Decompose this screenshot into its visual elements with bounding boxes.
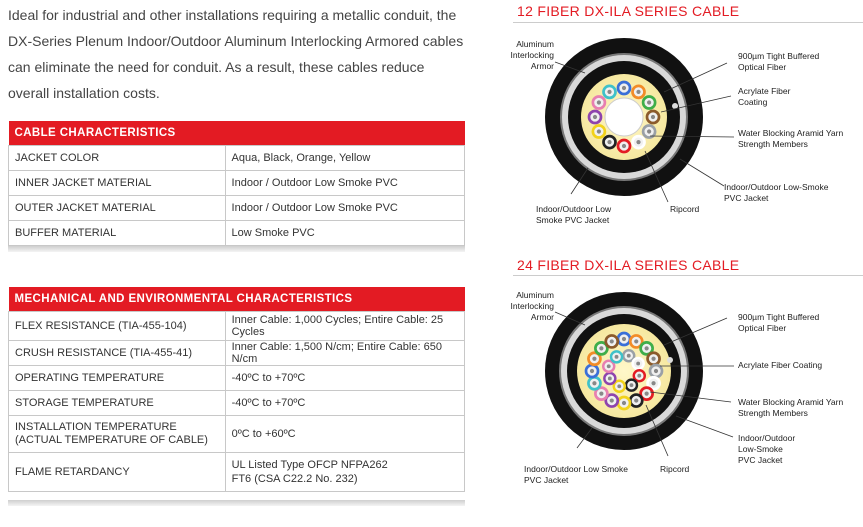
fiber-core [592,357,596,361]
fiber-core [607,364,611,368]
row-value: Inner Cable: 1,000 Cycles; Entire Cable: 25 Cycles [225,312,464,341]
fiber-core [622,86,626,90]
fiber-core [654,369,658,373]
table-title: MECHANICAL AND ENVIRONMENTAL CHARACTERISTICS [9,287,465,312]
fiber-core [599,392,603,396]
fiber-core [597,100,601,104]
label-ripcord-12: Ripcord [670,204,700,214]
fiber-core [627,354,631,358]
fiber-core [590,369,594,373]
fiber-core [607,90,611,94]
label-outer-jacket-24: Indoor/Outdoor Low-Smoke PVC Jacket [738,433,796,465]
fiber-core [647,129,651,133]
row-value: Low Smoke PVC [225,221,464,246]
row-label: CRUSH RESISTANCE (TIA-455-41) [9,341,226,366]
fiber-core [593,115,597,119]
row-value: UL Listed Type OFCP NFPA262 [231,459,388,471]
label-ripcord-24: Ripcord [660,464,690,474]
row-label: OUTER JACKET MATERIAL [9,196,226,221]
fiber-core [622,337,626,341]
fiber-core [645,392,649,396]
row-value: -40ºC to +70ºC [225,391,464,416]
fiber-core [637,374,641,378]
fiber-core [617,384,621,388]
fiber-core [608,377,612,381]
cable-24-cross-section [545,292,703,450]
row-label: FLEX RESISTANCE (TIA-455-104) [9,312,226,341]
diagram24-title: 24 FIBER DX-ILA SERIES CABLE [517,257,740,273]
row-value-2: FT6 (CSA C22.2 No. 232) [231,473,358,485]
fiber-core [634,339,638,343]
fiber-core [592,381,596,385]
row-label: INNER JACKET MATERIAL [9,171,226,196]
row-value: Inner Cable: 1,500 N/cm; Entire Cable: 650 N/cm [225,341,464,366]
fiber-core [651,381,655,385]
row-value: Indoor / Outdoor Low Smoke PVC [225,196,464,221]
row-value: Indoor / Outdoor Low Smoke PVC [225,171,464,196]
intro-paragraph: Ideal for industrial and other installations requiring a metallic conduit, the DX-Series Plenum Indoor/Outdoor Aluminum Interlocking Armored cables can eliminate the need for conduit. As a result, these cables reduce overall installation costs. [8,7,464,101]
cable-12-cross-section [545,38,703,196]
label-acrylate-24: Acrylate Fiber Coating [738,360,823,370]
fiber-core [630,383,634,387]
fiber-core [597,129,601,133]
label-armor-12: Aluminum Interlocking Armor [510,39,554,71]
label-aramid-24: Water Blocking Aramid Yarn Strength Members [738,397,844,418]
label-outer-jacket-12: Indoor/Outdoor Low-Smoke PVC Jacket [724,182,829,203]
label-inner-jacket-24: Indoor/Outdoor Low Smoke PVC Jacket [524,464,628,485]
fiber-core [634,398,638,402]
row-label: JACKET COLOR [9,146,226,171]
label-tight-buffered-24: 900µm Tight Buffered Optical Fiber [738,312,820,333]
fiber-core [651,357,655,361]
row-label: INSTALLATION TEMPERATURE (ACTUAL TEMPERATURE OF CABLE) [9,416,226,453]
label-tight-buffered-12: 900µm Tight Buffered Optical Fiber [738,51,820,72]
row-value: -40ºC to +70ºC [225,366,464,391]
fiber-core [647,100,651,104]
fiber-core [610,339,614,343]
fiber-core [615,355,619,359]
label-armor-24: Aluminum Interlocking Armor [510,290,554,322]
fiber-core [599,346,603,350]
label-inner-jacket-12: Indoor/Outdoor Low Smoke PVC Jacket [536,204,612,225]
fiber-core [636,140,640,144]
diagram12-title: 12 FIBER DX-ILA SERIES CABLE [517,3,740,19]
row-label: BUFFER MATERIAL [9,221,226,246]
fiber-core [636,362,640,366]
fiber-core [645,346,649,350]
fiber-core [622,144,626,148]
row-label: STORAGE TEMPERATURE [9,391,226,416]
row-value: 0ºC to +60ºC [225,416,464,453]
fiber-core [622,401,626,405]
label-aramid-12: Water Blocking Aramid Yarn Strength Members [738,128,844,149]
row-value: Aqua, Black, Orange, Yellow [225,146,464,171]
table-title: CABLE CHARACTERISTICS [9,121,465,146]
fiber-core [651,115,655,119]
fiber-core [607,140,611,144]
fiber-core [610,398,614,402]
fiber-core [636,90,640,94]
label-acrylate-12: Acrylate Fiber Coating [738,86,791,107]
row-label: FLAME RETARDANCY [9,453,226,492]
row-label: OPERATING TEMPERATURE [9,366,226,391]
